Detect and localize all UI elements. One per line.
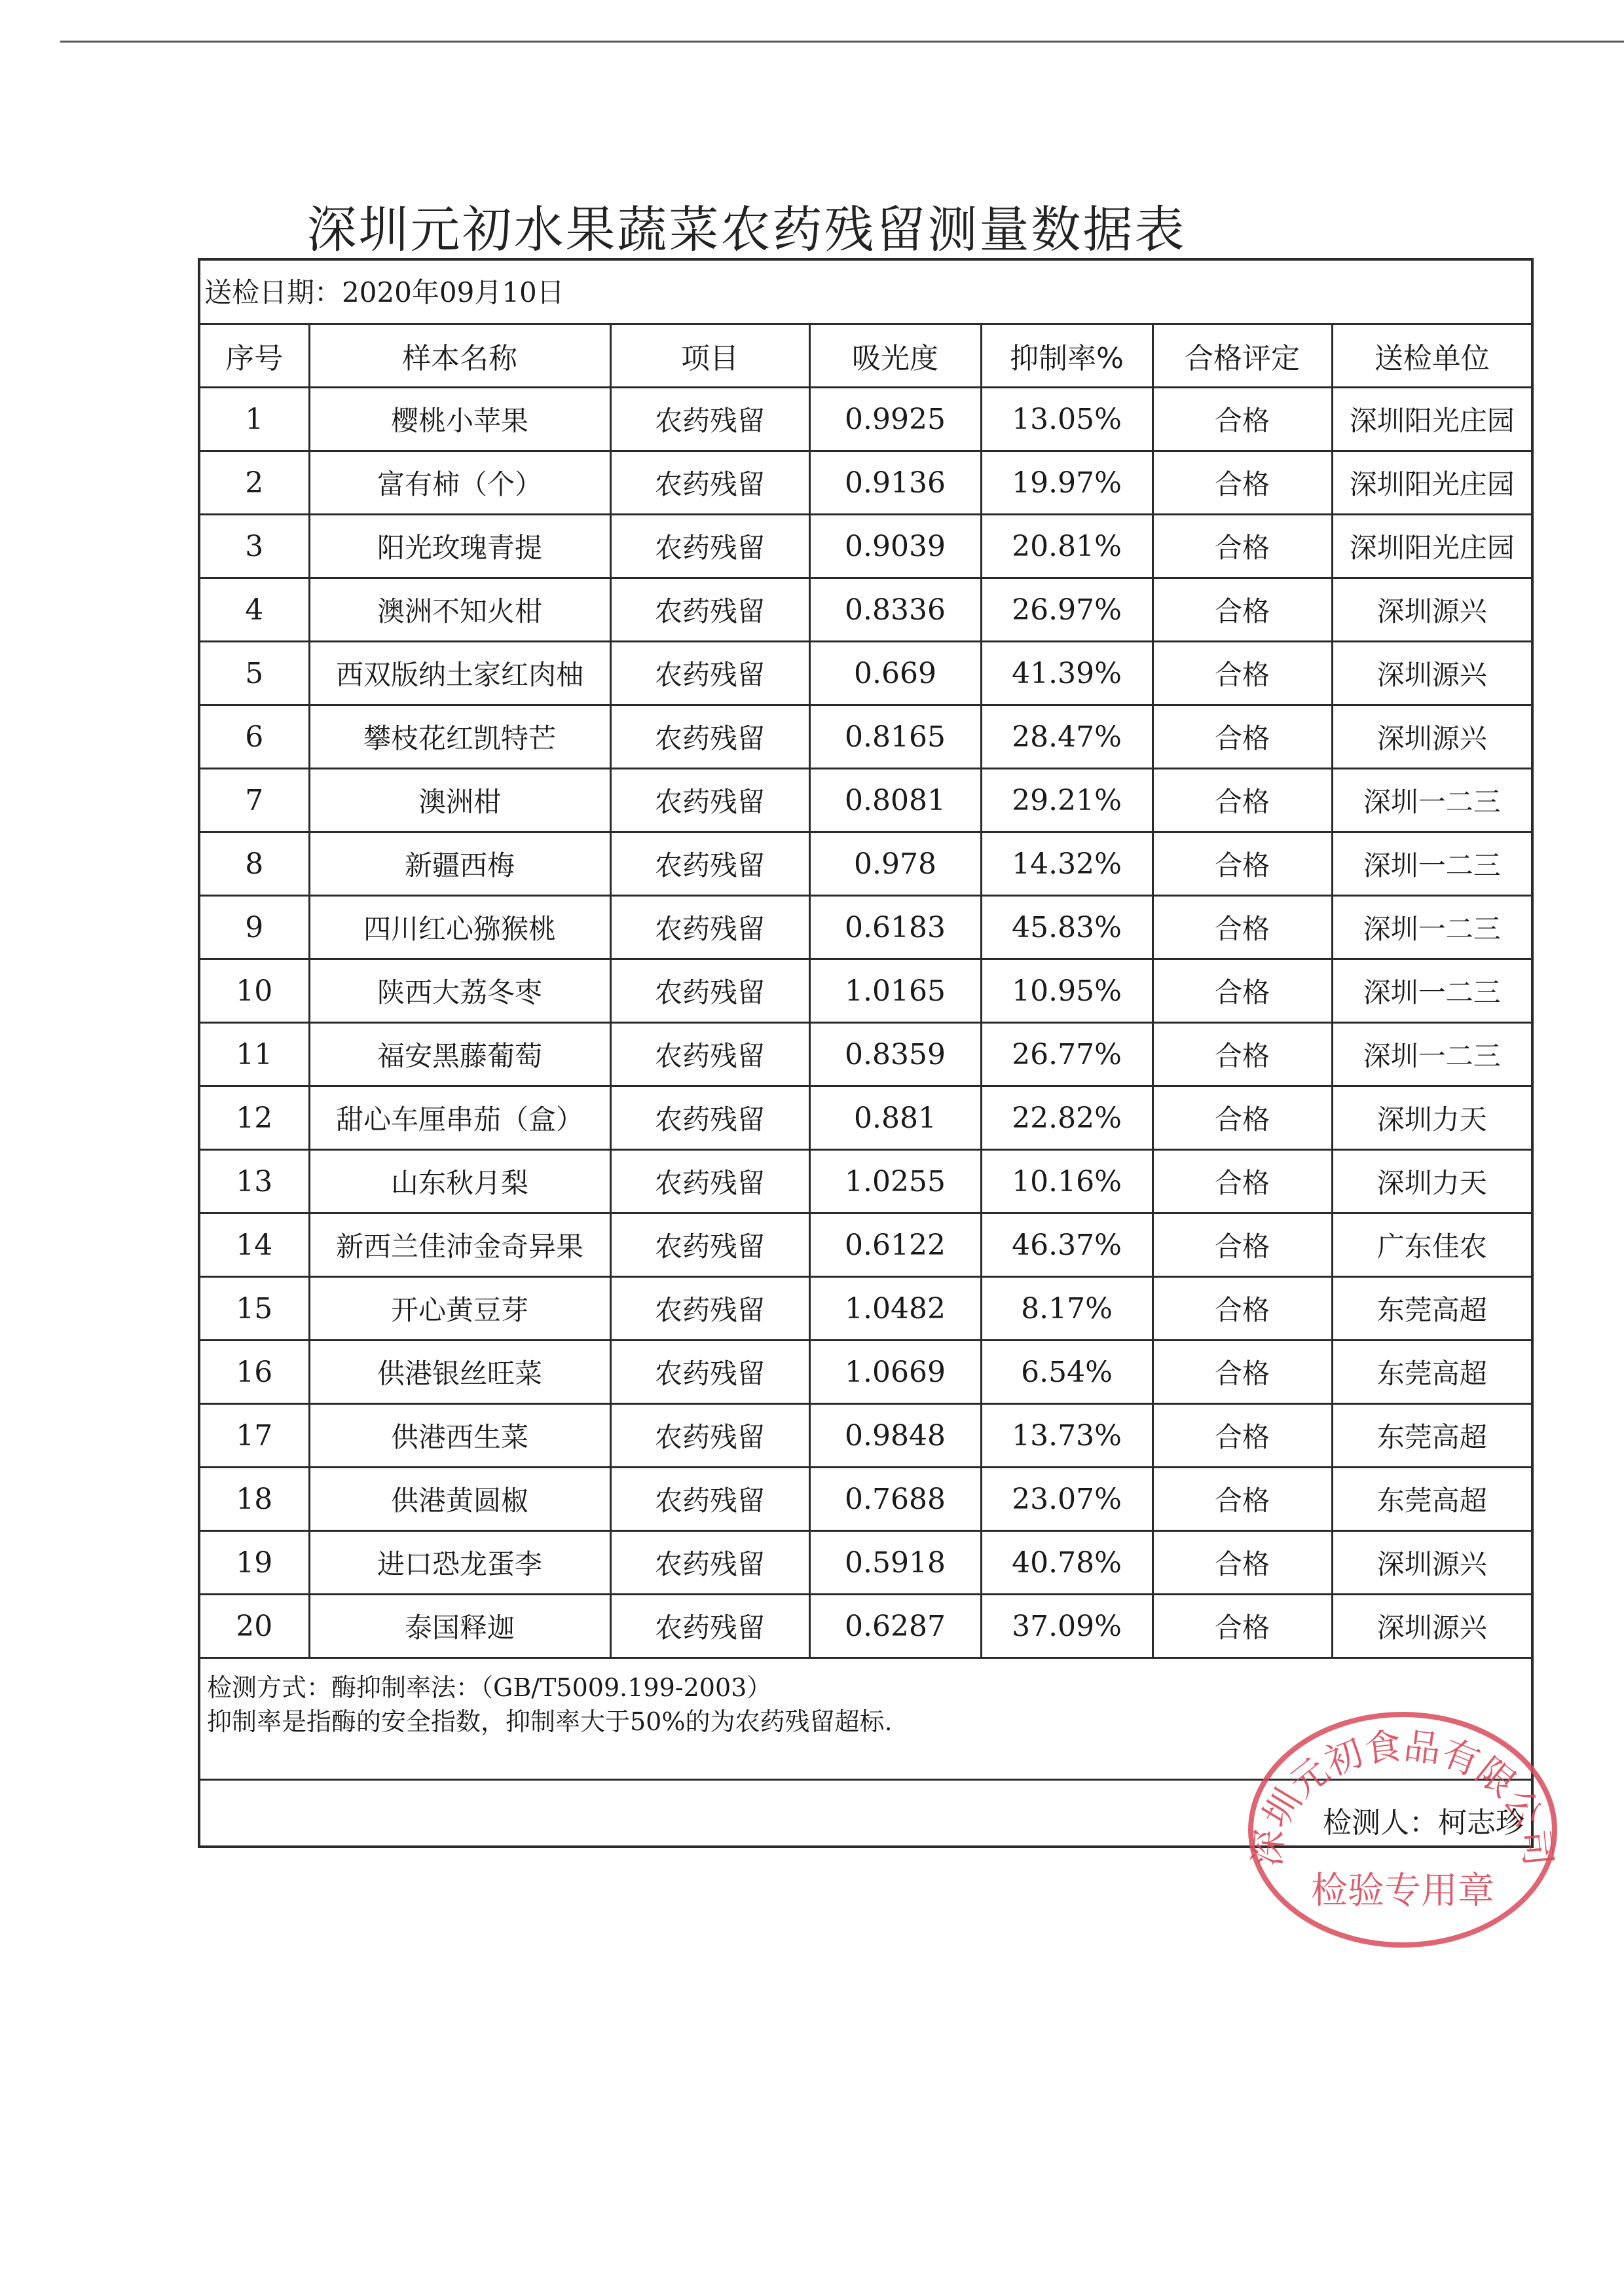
- test-item: 农药残留: [610, 769, 809, 832]
- absorbance-value: 0.7688: [809, 1468, 981, 1531]
- sample-name: 西双版纳土家红肉柚: [309, 642, 610, 705]
- inhibition-rate: 20.81%: [981, 515, 1153, 578]
- submitting-unit: 深圳源兴: [1332, 1531, 1531, 1595]
- absorbance-value: 1.0669: [809, 1341, 981, 1404]
- header-index: 序号: [200, 325, 309, 388]
- inhibition-rate: 41.39%: [981, 642, 1153, 705]
- row-index: 4: [200, 578, 309, 642]
- header-inhibition-rate: 抑制率%: [981, 325, 1153, 388]
- submitting-unit: 深圳源兴: [1332, 642, 1531, 705]
- sample-name: 开心黄豆芽: [309, 1277, 610, 1341]
- submitting-unit: 深圳阳光庄园: [1332, 515, 1531, 578]
- absorbance-value: 1.0165: [809, 959, 981, 1023]
- table-row: [200, 1213, 1531, 1277]
- page-title: 深圳元初水果蔬菜农药残留测量数据表: [306, 200, 1187, 259]
- header-assessment: 合格评定: [1153, 325, 1332, 388]
- test-item: 农药残留: [610, 1468, 809, 1531]
- test-item: 农药残留: [610, 1150, 809, 1213]
- inspection-date: 送检日期：2020年09月10日: [200, 261, 1531, 325]
- submitting-unit: 深圳阳光庄园: [1332, 451, 1531, 515]
- sample-name: 新西兰佳沛金奇异果: [309, 1213, 610, 1277]
- assessment-result: 合格: [1153, 1150, 1332, 1213]
- submitting-unit: 深圳源兴: [1332, 705, 1531, 769]
- test-item: 农药残留: [610, 1341, 809, 1404]
- test-item: 农药残留: [610, 959, 809, 1023]
- submitting-unit: 深圳一二三: [1332, 1023, 1531, 1086]
- sample-name: 山东秋月梨: [309, 1150, 610, 1213]
- absorbance-value: 0.8081: [809, 769, 981, 832]
- submitting-unit: 深圳力天: [1332, 1086, 1531, 1150]
- submitting-unit: 深圳力天: [1332, 1150, 1531, 1213]
- submitting-unit: 深圳源兴: [1332, 578, 1531, 642]
- assessment-result: 合格: [1153, 1277, 1332, 1341]
- row-index: 5: [200, 642, 309, 705]
- inhibition-rate: 29.21%: [981, 769, 1153, 832]
- absorbance-value: 0.9848: [809, 1404, 981, 1468]
- sample-name: 进口恐龙蛋李: [309, 1531, 610, 1595]
- inhibition-rate: 8.17%: [981, 1277, 1153, 1341]
- table-row: [200, 578, 1531, 642]
- row-index: 17: [200, 1404, 309, 1468]
- sample-name: 澳洲柑: [309, 769, 610, 832]
- sample-name: 攀枝花红凯特芒: [309, 705, 610, 769]
- table-row: [200, 1341, 1531, 1404]
- absorbance-value: 1.0255: [809, 1150, 981, 1213]
- sample-name: 供港西生菜: [309, 1404, 610, 1468]
- assessment-result: 合格: [1153, 1086, 1332, 1150]
- table-row: [200, 451, 1531, 515]
- assessment-result: 合格: [1153, 1023, 1332, 1086]
- sample-name: 福安黑藤葡萄: [309, 1023, 610, 1086]
- assessment-result: 合格: [1153, 705, 1332, 769]
- absorbance-value: 0.6287: [809, 1595, 981, 1658]
- test-item: 农药残留: [610, 832, 809, 896]
- assessment-result: 合格: [1153, 642, 1332, 705]
- test-item: 农药残留: [610, 515, 809, 578]
- table-row: [200, 1404, 1531, 1468]
- row-index: 1: [200, 388, 309, 451]
- seal-center-text: 检验专用章: [1311, 1870, 1494, 1912]
- inhibition-rate: 26.97%: [981, 578, 1153, 642]
- row-index: 8: [200, 832, 309, 896]
- sample-name: 甜心车厘串茄（盒）: [309, 1086, 610, 1150]
- submitting-unit: 东莞高超: [1332, 1468, 1531, 1531]
- table-row: [200, 1086, 1531, 1150]
- absorbance-value: 0.8336: [809, 578, 981, 642]
- inhibition-rate: 13.05%: [981, 388, 1153, 451]
- table-body: [200, 388, 1531, 1658]
- row-index: 18: [200, 1468, 309, 1531]
- submitting-unit: 深圳一二三: [1332, 832, 1531, 896]
- row-index: 11: [200, 1023, 309, 1086]
- row-index: 19: [200, 1531, 309, 1595]
- test-item: 农药残留: [610, 896, 809, 959]
- absorbance-value: 0.881: [809, 1086, 981, 1150]
- submitting-unit: 东莞高超: [1332, 1404, 1531, 1468]
- inhibition-rate: 28.47%: [981, 705, 1153, 769]
- header-absorbance: 吸光度: [809, 325, 981, 388]
- inhibition-rate: 22.82%: [981, 1086, 1153, 1150]
- inhibition-rate: 40.78%: [981, 1531, 1153, 1595]
- method-line-2: 抑制率是指酶的安全指数，抑制率大于50%的为农药残留超标.: [207, 1707, 893, 1736]
- assessment-result: 合格: [1153, 1213, 1332, 1277]
- assessment-result: 合格: [1153, 515, 1332, 578]
- submitting-unit: 广东佳农: [1332, 1213, 1531, 1277]
- row-index: 20: [200, 1595, 309, 1658]
- test-item: 农药残留: [610, 388, 809, 451]
- test-item: 农药残留: [610, 642, 809, 705]
- sample-name: 阳光玫瑰青提: [309, 515, 610, 578]
- table-row: [200, 642, 1531, 705]
- test-item: 农药残留: [610, 1404, 809, 1468]
- absorbance-value: 0.669: [809, 642, 981, 705]
- test-item: 农药残留: [610, 1277, 809, 1341]
- sample-name: 供港银丝旺菜: [309, 1341, 610, 1404]
- table-row: [200, 1531, 1531, 1595]
- test-item: 农药残留: [610, 705, 809, 769]
- assessment-result: 合格: [1153, 896, 1332, 959]
- sample-name: 陕西大荔冬枣: [309, 959, 610, 1023]
- assessment-result: 合格: [1153, 832, 1332, 896]
- table-row: [200, 959, 1531, 1023]
- test-item: 农药残留: [610, 1086, 809, 1150]
- sample-name: 四川红心猕猴桃: [309, 896, 610, 959]
- table-row: [200, 515, 1531, 578]
- inhibition-rate: 26.77%: [981, 1023, 1153, 1086]
- inhibition-rate: 45.83%: [981, 896, 1153, 959]
- absorbance-value: 0.9039: [809, 515, 981, 578]
- test-item: 农药残留: [610, 1213, 809, 1277]
- test-item: 农药残留: [610, 1595, 809, 1658]
- absorbance-value: 0.6122: [809, 1213, 981, 1277]
- table-row: [200, 1023, 1531, 1086]
- assessment-result: 合格: [1153, 1404, 1332, 1468]
- seal-ring-text: 深圳元初食品有限公司: [1246, 1724, 1559, 1868]
- assessment-result: 合格: [1153, 1468, 1332, 1531]
- test-item: 农药残留: [610, 451, 809, 515]
- absorbance-value: 0.6183: [809, 896, 981, 959]
- row-index: 10: [200, 959, 309, 1023]
- row-index: 9: [200, 896, 309, 959]
- submitting-unit: 深圳源兴: [1332, 1595, 1531, 1658]
- table-row: [200, 769, 1531, 832]
- inhibition-rate: 10.16%: [981, 1150, 1153, 1213]
- table-row: [200, 1595, 1531, 1658]
- table-row: [200, 1150, 1531, 1213]
- submitting-unit: 东莞高超: [1332, 1341, 1531, 1404]
- absorbance-value: 0.8359: [809, 1023, 981, 1086]
- page-top-rule: [60, 41, 1624, 43]
- header-sample-name: 样本名称: [309, 325, 610, 388]
- header-submitting-unit: 送检单位: [1332, 325, 1531, 388]
- absorbance-value: 0.9136: [809, 451, 981, 515]
- row-index: 16: [200, 1341, 309, 1404]
- sample-name: 富有柿（个）: [309, 451, 610, 515]
- absorbance-value: 0.8165: [809, 705, 981, 769]
- inhibition-rate: 13.73%: [981, 1404, 1153, 1468]
- assessment-result: 合格: [1153, 1595, 1332, 1658]
- submitting-unit: 东莞高超: [1332, 1277, 1531, 1341]
- submitting-unit: 深圳阳光庄园: [1332, 388, 1531, 451]
- row-index: 14: [200, 1213, 309, 1277]
- test-item: 农药残留: [610, 1023, 809, 1086]
- assessment-result: 合格: [1153, 388, 1332, 451]
- submitting-unit: 深圳一二三: [1332, 896, 1531, 959]
- sample-name: 澳洲不知火柑: [309, 578, 610, 642]
- inhibition-rate: 6.54%: [981, 1341, 1153, 1404]
- sample-name: 供港黄圆椒: [309, 1468, 610, 1531]
- method-line-1: 检测方式：酶抑制率法：（GB/T5009.199-2003）: [207, 1673, 772, 1702]
- assessment-result: 合格: [1153, 578, 1332, 642]
- assessment-result: 合格: [1153, 451, 1332, 515]
- sample-name: 樱桃小苹果: [309, 388, 610, 451]
- assessment-result: 合格: [1153, 959, 1332, 1023]
- tester-name: 检测人：柯志珍: [1323, 1806, 1524, 1840]
- table-row: [200, 832, 1531, 896]
- assessment-result: 合格: [1153, 1531, 1332, 1595]
- row-index: 13: [200, 1150, 309, 1213]
- absorbance-value: 0.5918: [809, 1531, 981, 1595]
- table-row: [200, 705, 1531, 769]
- assessment-result: 合格: [1153, 769, 1332, 832]
- row-index: 3: [200, 515, 309, 578]
- absorbance-value: 1.0482: [809, 1277, 981, 1341]
- row-index: 2: [200, 451, 309, 515]
- sample-name: 新疆西梅: [309, 832, 610, 896]
- table-row: [200, 1468, 1531, 1531]
- data-sheet: [198, 258, 1534, 1848]
- absorbance-value: 0.978: [809, 832, 981, 896]
- table-header-row: [200, 325, 1531, 388]
- absorbance-value: 0.9925: [809, 388, 981, 451]
- inhibition-rate: 14.32%: [981, 832, 1153, 896]
- submitting-unit: 深圳一二三: [1332, 959, 1531, 1023]
- sample-name: 泰国释迦: [309, 1595, 610, 1658]
- row-index: 12: [200, 1086, 309, 1150]
- inhibition-rate: 19.97%: [981, 451, 1153, 515]
- results-table: [200, 325, 1531, 1659]
- inhibition-rate: 46.37%: [981, 1213, 1153, 1277]
- inhibition-rate: 37.09%: [981, 1595, 1153, 1658]
- inhibition-rate: 10.95%: [981, 959, 1153, 1023]
- test-item: 农药残留: [610, 578, 809, 642]
- test-item: 农药残留: [610, 1531, 809, 1595]
- inhibition-rate: 23.07%: [981, 1468, 1153, 1531]
- row-index: 15: [200, 1277, 309, 1341]
- table-row: [200, 1277, 1531, 1341]
- submitting-unit: 深圳一二三: [1332, 769, 1531, 832]
- row-index: 6: [200, 705, 309, 769]
- row-index: 7: [200, 769, 309, 832]
- header-item: 项目: [610, 325, 809, 388]
- table-row: [200, 388, 1531, 451]
- assessment-result: 合格: [1153, 1341, 1332, 1404]
- table-row: [200, 896, 1531, 959]
